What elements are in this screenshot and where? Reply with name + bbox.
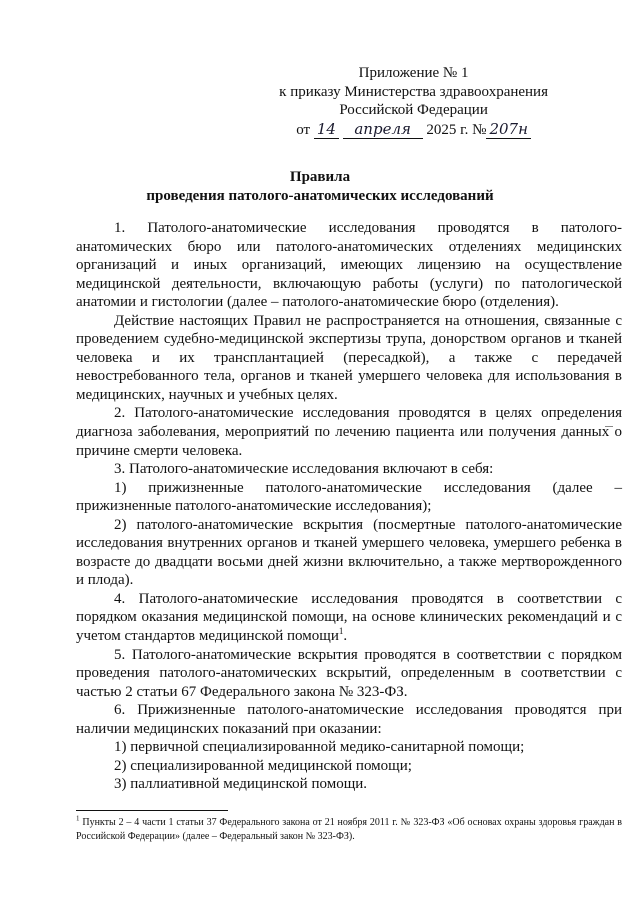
document-body	[76, 219, 622, 794]
paragraph-3: 2. Патолого-анатомические исследования проводятся в целях определения диагноза заболевания, мероприятий по лечению пациента или получения данных о причине смерти человека.	[76, 405, 622, 459]
paragraph-10: 1) первичной специализированной медико-санитарной помощи;	[114, 739, 525, 756]
appendix-header	[279, 64, 548, 139]
paragraph-2: Действие настоящих Правил не распространяется на отношения, связанные с проведением судебно-медицинской экспертизы трупа, донорством органов и тканей человека и их трансплантацией (пересадкой), а также с передачей невостребованного тела, органов и тканей умершего человека для использования в медицинских, научных и учебных целях.	[76, 312, 622, 403]
order-date-line	[279, 120, 548, 140]
footnote-text: Пункты 2 – 4 части 1 статьи 37 Федерального закона от 21 ноября 2011 г. № 323-ФЗ «Об основах охраны здоровья граждан в Российской Федерации» (далее – Федеральный закон № 323-ФЗ).	[76, 817, 623, 842]
date-year: 2025 г. №	[426, 121, 487, 138]
handwritten-month: апреля	[343, 120, 423, 140]
handwritten-day: 14	[314, 120, 339, 140]
paragraph-4: 3. Патолого-анатомические исследования включают в себя:	[114, 461, 494, 478]
title-line-1: Правила	[289, 169, 351, 185]
order-reference: к приказу Министерства здравоохранения	[279, 83, 548, 100]
paragraph-6: 2) патолого-анатомические вскрытия (посмертные патолого-анатомические исследования внутренних органов и тканей умершего человека, умершего ребенка в возрасте до двадцати восьми дней жизни включительно, а также мертворожденного и плода).	[76, 516, 622, 589]
title-line-2: проведения патолого-анатомических исследований	[146, 188, 494, 204]
scan-artifact	[605, 426, 613, 427]
paragraph-11: 2) специализированной медицинской помощи;	[114, 757, 412, 774]
paragraph-5: 1) прижизненные патолого-анатомические исследования (далее – прижизненные патолого-анатомические исследования);	[76, 479, 622, 515]
paragraph-7-text: 4. Патолого-анатомические исследования проводятся в соответствии с порядком оказания медицинской помощи, на основе клинических рекомендаций и с учетом стандартов медицинской помощи	[76, 590, 622, 645]
paragraph-8: 5. Патолого-анатомические вскрытия проводятся в соответствии с порядком проведения патолого-анатомических вскрытий, определенным в соответствии с частью 2 статьи 67 Федерального закона № 323-ФЗ.	[76, 646, 622, 700]
paragraph-12: 3) паллиативной медицинской помощи.	[114, 776, 368, 793]
footnote-reference: 1	[338, 626, 344, 637]
paragraph-9: 6. Прижизненные патолого-анатомические исследования проводятся при наличии медицинских показаний при оказании:	[76, 702, 622, 737]
footnote-separator	[76, 810, 228, 811]
handwritten-order-number: 207н	[486, 120, 531, 140]
paragraph-1: 1. Патолого-анатомические исследования проводятся в патолого-анатомических бюро или патолого-анатомических отделениях медицинских организаций и иных организаций, имеющих лицензию на осуществление медицинской деятельности, включающую работы (услуги) по патологической анатомии и гистологии (далее – патолого-анатомические бюро (отделения).	[76, 220, 622, 311]
country-name: Российской Федерации	[339, 102, 488, 118]
paragraph-7	[76, 590, 622, 646]
footnote-marker: 1	[76, 814, 80, 823]
date-prefix: от	[296, 121, 311, 138]
footnote	[76, 816, 622, 843]
paragraph-7-tail: .	[343, 628, 348, 645]
document-title	[0, 168, 640, 206]
appendix-number: Приложение № 1	[358, 65, 469, 81]
